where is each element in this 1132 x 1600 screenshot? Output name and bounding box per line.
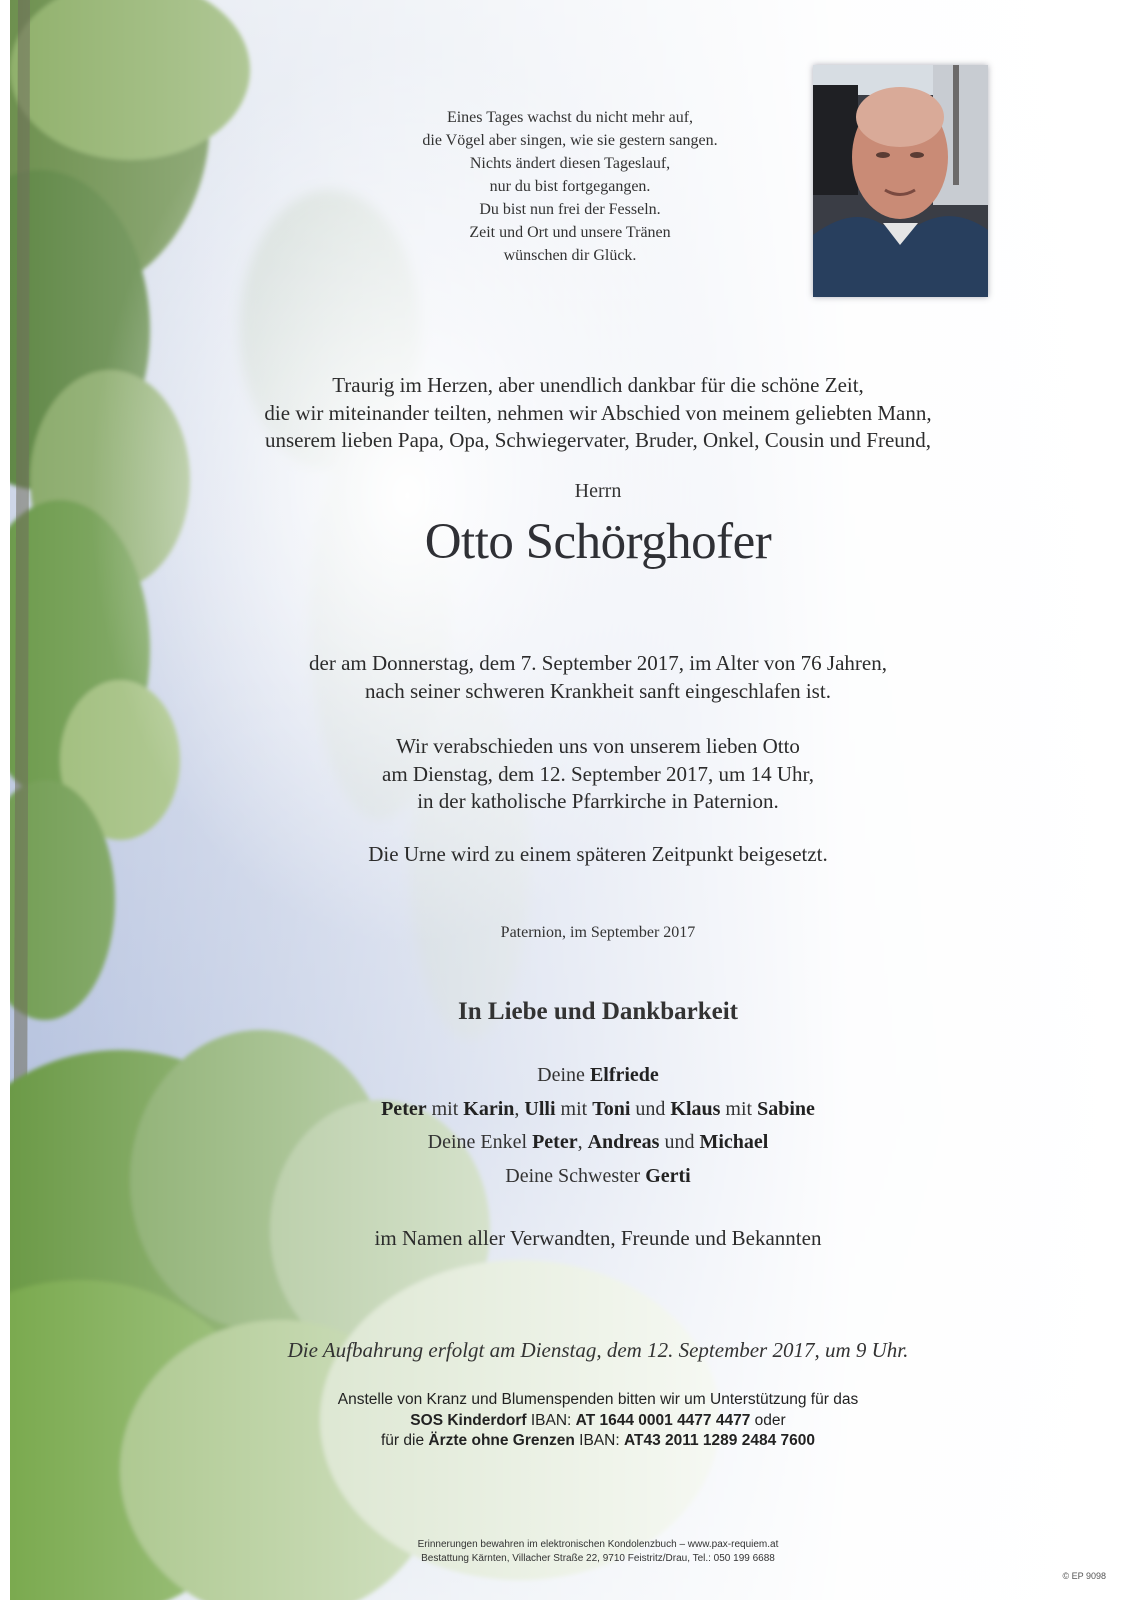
child-name: Klaus	[670, 1097, 721, 1120]
grandchild-name: Michael	[699, 1131, 769, 1153]
place-date: Paternion, im September 2017	[500, 924, 696, 941]
child-name: Peter	[381, 1097, 427, 1120]
donation-org1: SOS Kinderdorf	[410, 1411, 527, 1429]
grandchildren-prefix: Deine Enkel	[427, 1131, 528, 1153]
service-line: in der katholische Pfarrkirche in Paternion.	[417, 789, 779, 813]
poem-line: Du bist nun frei der Fesseln.	[479, 201, 661, 218]
template-code: © EP 9098	[1062, 1571, 1106, 1581]
family-wife	[0, 1059, 1132, 1093]
child-name: Ulli	[524, 1097, 556, 1120]
urn-note: Die Urne wird zu einem späteren Zeitpunkt beigesetzt.	[368, 842, 828, 866]
for-prefix: für die	[381, 1432, 425, 1449]
footer-line2: Bestattung Kärnten, Villacher Straße 22, 9710 Feistritz/Drau, Tel.: 050 199 6688	[421, 1553, 775, 1564]
footer-line1: Erinnerungen bewahren im elektronischen Kondolenzbuch – www.pax-requiem.at	[417, 1539, 779, 1550]
word-with: mit	[560, 1097, 588, 1120]
wife-name: Elfriede	[589, 1064, 659, 1086]
grandchild-name: Peter	[532, 1131, 578, 1153]
poem-line: nur du bist fortgegangen.	[489, 178, 651, 195]
word-and: und	[664, 1131, 695, 1153]
donation-iban1: AT 1644 0001 4477 4477	[575, 1411, 751, 1429]
poem-line: Eines Tages wachst du nicht mehr auf,	[446, 109, 694, 126]
word-with: mit	[431, 1097, 459, 1120]
donation-notice	[0, 1390, 1132, 1452]
partner-name: Karin	[463, 1097, 515, 1120]
poem	[380, 106, 760, 267]
intro-line: unserem lieben Papa, Opa, Schwiegervater, Bruder, Onkel, Cousin und Freund,	[264, 428, 932, 452]
wife-prefix: Deine	[537, 1064, 585, 1086]
partner-name: Toni	[592, 1097, 631, 1120]
poem-line: wünschen dir Glück.	[503, 247, 637, 264]
footer	[0, 1538, 1132, 1566]
family-list	[0, 1059, 1132, 1193]
iban-label: IBAN:	[530, 1411, 572, 1429]
poem-line: Nichts ändert diesen Tageslauf,	[469, 155, 671, 172]
viewing-notice: Die Aufbahrung erfolgt am Dienstag, dem 12. September 2017, um 9 Uhr.	[287, 1338, 909, 1362]
donation-iban2: AT43 2011 1289 2484 7600	[623, 1432, 815, 1449]
partner-name: Sabine	[757, 1097, 815, 1120]
or-word: oder	[754, 1411, 786, 1429]
love-heading: In Liebe und Dankbarkeit	[458, 998, 738, 1025]
deceased-name: Otto Schörghofer	[424, 514, 772, 570]
family-grandchildren: Deine Enkel Peter, Andreas und Michael	[427, 1131, 769, 1153]
iban-label: IBAN:	[579, 1432, 620, 1449]
family-children: Peter mit Karin, Ulli mit Toni und Klaus mit Sabine	[381, 1097, 815, 1120]
death-notice	[0, 650, 1132, 705]
death-line: der am Donnerstag, dem 7. September 2017, im Alter von 76 Jahren,	[309, 651, 887, 675]
donation-line1: Anstelle von Kranz und Blumenspenden bitten wir um Unterstützung für das	[337, 1391, 859, 1408]
donation-line2	[0, 1411, 1132, 1432]
death-line: nach seiner schweren Krankheit sanft eingeschlafen ist.	[365, 678, 831, 703]
poem-line: Zeit und Ort und unsere Tränen	[469, 224, 671, 241]
intro-line: Traurig im Herzen, aber unendlich dankbar für die schöne Zeit,	[332, 373, 864, 397]
word-and: und	[635, 1097, 666, 1120]
salutation: Herrn	[574, 480, 622, 502]
service-notice	[0, 733, 1132, 816]
service-line: Wir verabschieden uns von unserem lieben Otto	[396, 734, 800, 758]
donation-org2: Ärzte ohne Grenzen	[428, 1432, 575, 1449]
service-line: am Dienstag, dem 12. September 2017, um 14 Uhr,	[382, 761, 814, 786]
donation-line3	[0, 1431, 1132, 1452]
intro-line: die wir miteinander teilten, nehmen wir Abschied von meinem geliebten Mann,	[264, 400, 932, 425]
word-with: mit	[725, 1097, 753, 1120]
portrait-photo	[813, 65, 988, 297]
family-sister	[0, 1160, 1132, 1194]
grandchild-name: Andreas	[587, 1131, 660, 1153]
sister-name: Gerti	[645, 1164, 691, 1187]
on-behalf: im Namen aller Verwandten, Freunde und Bekannten	[374, 1226, 822, 1250]
poem-line: die Vögel aber singen, wie sie gestern sangen.	[422, 132, 718, 149]
intro-text	[0, 372, 1132, 455]
sister-prefix: Deine Schwester	[505, 1164, 641, 1187]
